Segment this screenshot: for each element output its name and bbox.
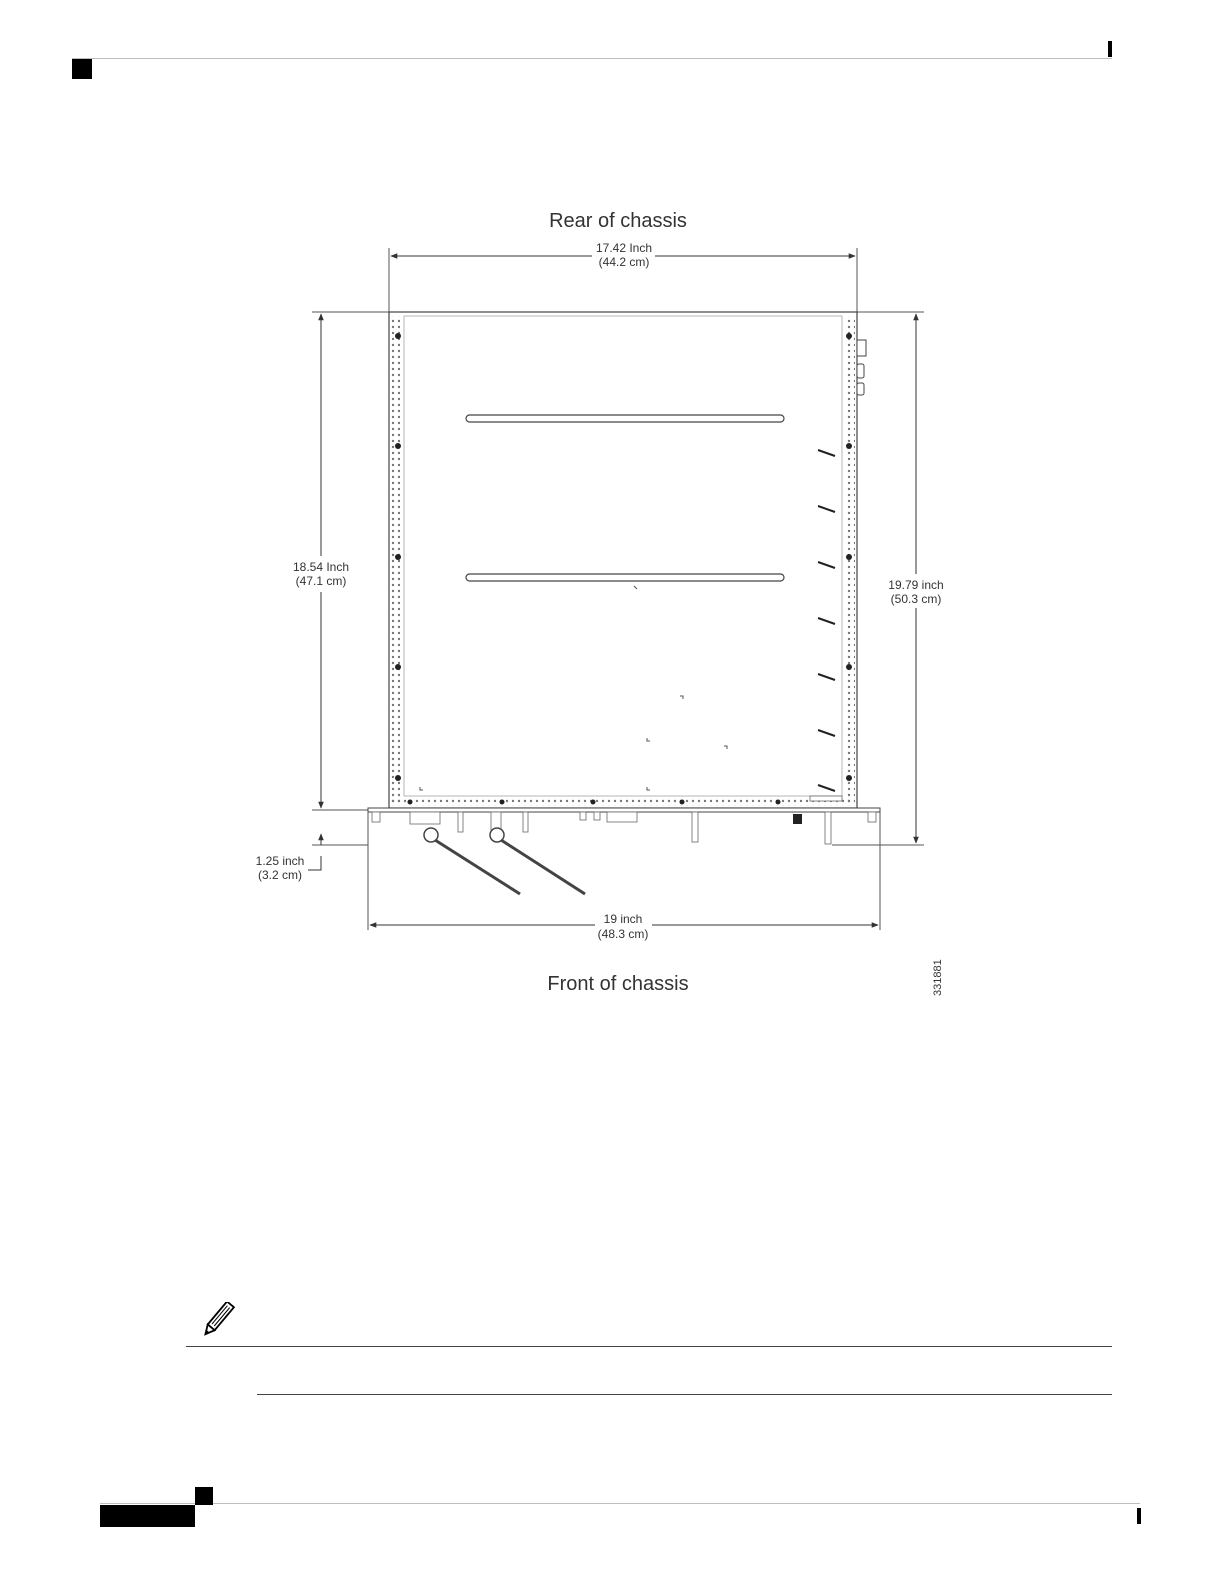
front-of-chassis-label: Front of chassis	[547, 973, 689, 995]
left-depth-dimension	[293, 312, 389, 810]
bottom-width-dimension	[368, 812, 880, 941]
right-depth-inch: 19.79 inch	[888, 578, 944, 592]
front-offset-inch: 1.25 inch	[255, 854, 305, 868]
pencil-note-icon	[196, 1302, 240, 1342]
top-width-cm: (44.2 cm)	[598, 255, 650, 269]
front-offset-cm: (3.2 cm)	[257, 868, 303, 882]
top-width-inch: 17.42 Inch	[595, 241, 653, 255]
bottom-width-inch: 19 inch	[603, 912, 643, 926]
chassis-body	[389, 312, 866, 808]
left-depth-inch: 18.54 Inch	[292, 560, 350, 574]
rear-of-chassis-label: Rear of chassis	[549, 210, 687, 232]
chassis-front-flange	[368, 808, 880, 894]
figure-id: 331881	[932, 959, 944, 996]
left-depth-cm: (47.1 cm)	[295, 574, 347, 588]
top-width-dimension	[389, 241, 857, 312]
note-top-rule	[186, 1346, 1112, 1347]
bottom-width-cm: (48.3 cm)	[597, 927, 649, 941]
right-depth-cm: (50.3 cm)	[890, 592, 942, 606]
front-offset-dimension	[256, 834, 368, 882]
note-bottom-rule	[257, 1394, 1112, 1395]
